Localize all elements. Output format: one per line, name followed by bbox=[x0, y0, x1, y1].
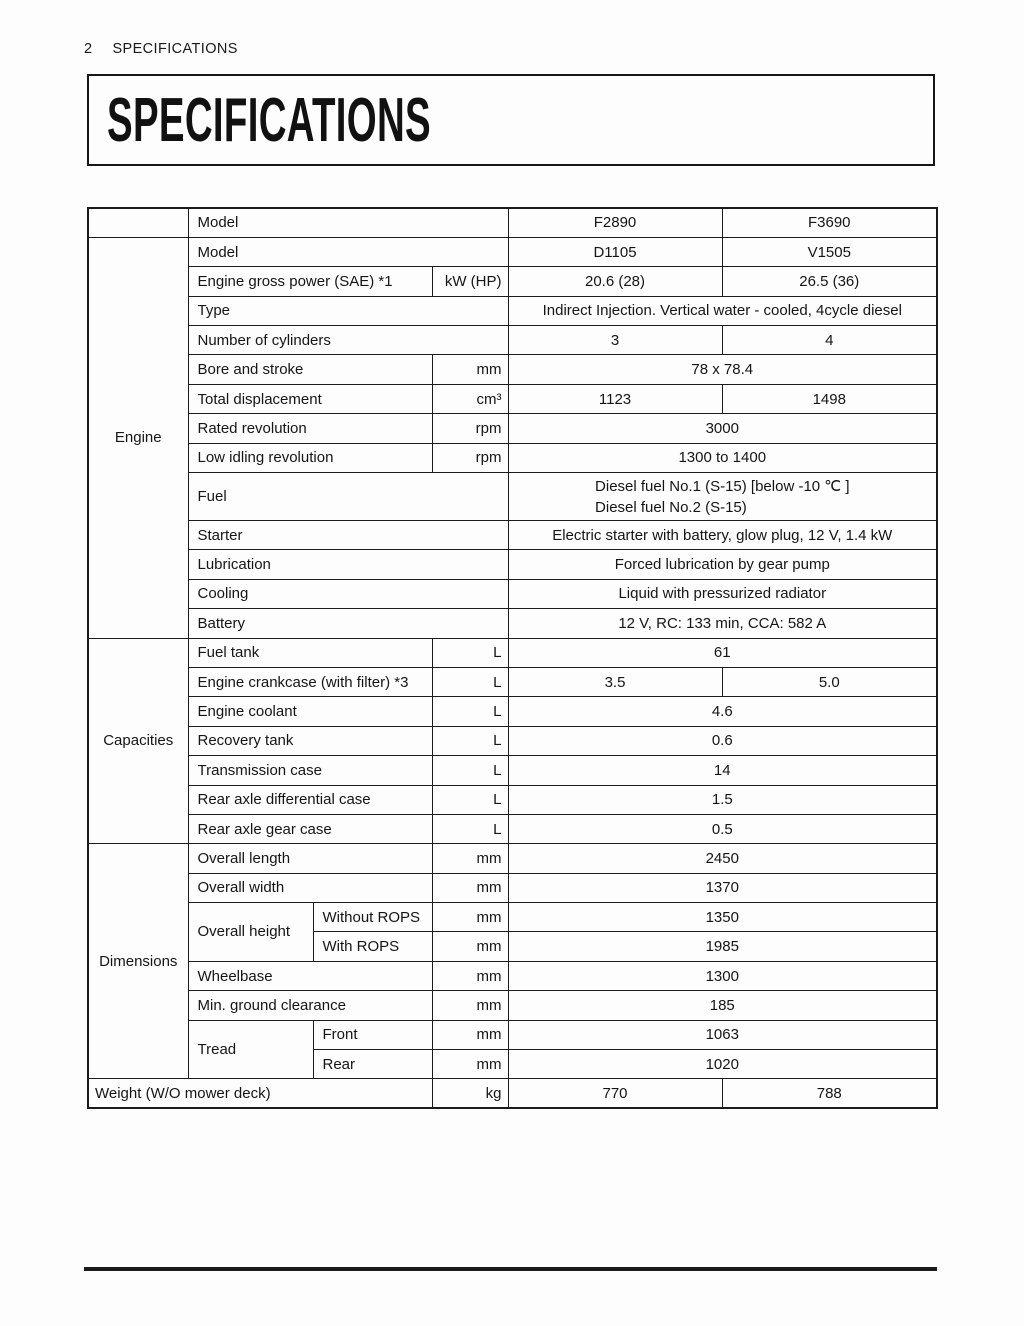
spec-label: Engine crankcase (with filter) *3 bbox=[188, 667, 432, 696]
spec-value-shared: 4.6 bbox=[508, 697, 937, 726]
spec-sublabel: Rear bbox=[313, 1050, 432, 1079]
row-capacities-coolant bbox=[88, 697, 937, 726]
spec-label: Cooling bbox=[188, 579, 508, 608]
spec-value-f2890: 1123 bbox=[508, 384, 722, 413]
spec-label: Battery bbox=[188, 609, 508, 638]
spec-value-shared: 1300 to 1400 bbox=[508, 443, 937, 472]
spec-label: Min. ground clearance bbox=[188, 991, 432, 1020]
spec-value-shared: 14 bbox=[508, 756, 937, 785]
spec-unit: L bbox=[432, 814, 508, 843]
spec-value-shared bbox=[508, 473, 937, 521]
spec-value-shared: Electric starter with battery, glow plug, 12 V, 1.4 kW bbox=[508, 521, 937, 550]
spec-value-shared: Liquid with pressurized radiator bbox=[508, 579, 937, 608]
row-engine-cooling bbox=[88, 579, 937, 608]
spec-value-shared: 1370 bbox=[508, 873, 937, 902]
spec-unit: mm bbox=[432, 932, 508, 961]
spec-value-shared: 1985 bbox=[508, 932, 937, 961]
row-engine-lubrication bbox=[88, 550, 937, 579]
spec-label: Rear axle gear case bbox=[188, 814, 432, 843]
spec-unit: L bbox=[432, 638, 508, 667]
fuel-spec-lines bbox=[595, 476, 849, 518]
spec-value-shared: 1300 bbox=[508, 961, 937, 990]
spec-value-shared: 3000 bbox=[508, 414, 937, 443]
spec-label: Engine coolant bbox=[188, 697, 432, 726]
spec-value-shared: 1.5 bbox=[508, 785, 937, 814]
row-engine-displacement bbox=[88, 384, 937, 413]
spec-unit: L bbox=[432, 785, 508, 814]
page-number: 2 bbox=[84, 41, 93, 57]
spec-unit: mm bbox=[432, 903, 508, 932]
spec-label: Fuel bbox=[188, 473, 508, 521]
spec-value-f3690: 5.0 bbox=[722, 667, 937, 696]
spec-sublabel: Without ROPS bbox=[313, 903, 432, 932]
spec-value-shared: Indirect Injection. Vertical water - cooled, 4cycle diesel bbox=[508, 296, 937, 325]
spec-value-shared: 1063 bbox=[508, 1020, 937, 1049]
row-engine-type bbox=[88, 296, 937, 325]
table-header-row bbox=[88, 208, 937, 237]
row-engine-fuel bbox=[88, 473, 937, 521]
spec-value-shared: 0.5 bbox=[508, 814, 937, 843]
header-corner-cell bbox=[88, 208, 188, 237]
row-engine-low-idling bbox=[88, 443, 937, 472]
spec-value-shared: 78 x 78.4 bbox=[508, 355, 937, 384]
spec-unit: rpm bbox=[432, 414, 508, 443]
spec-unit: rpm bbox=[432, 443, 508, 472]
footer-rule bbox=[84, 1267, 937, 1271]
row-engine-bore-stroke bbox=[88, 355, 937, 384]
spec-label: Rated revolution bbox=[188, 414, 432, 443]
fuel-line-1: Diesel fuel No.1 (S-15) [below -10 ℃ ] bbox=[595, 477, 850, 495]
row-capacities-rear-axle-diff bbox=[88, 785, 937, 814]
spec-value-f3690: 788 bbox=[722, 1079, 937, 1108]
spec-label: Number of cylinders bbox=[188, 326, 508, 355]
row-engine-cylinders bbox=[88, 326, 937, 355]
spec-unit: mm bbox=[432, 991, 508, 1020]
spec-label: Starter bbox=[188, 521, 508, 550]
spec-label: Overall length bbox=[188, 844, 432, 873]
spec-value-f3690: 4 bbox=[722, 326, 937, 355]
row-dimensions-wheelbase bbox=[88, 961, 937, 990]
spec-unit: mm bbox=[432, 1050, 508, 1079]
spec-value-f2890: D1105 bbox=[508, 237, 722, 266]
spec-value-shared: Forced lubrication by gear pump bbox=[508, 550, 937, 579]
spec-unit: cm³ bbox=[432, 384, 508, 413]
spec-value-f3690: 1498 bbox=[722, 384, 937, 413]
spec-label: Engine gross power (SAE) *1 bbox=[188, 267, 432, 296]
spec-label: Tread bbox=[188, 1020, 313, 1079]
chapter-name: SPECIFICATIONS bbox=[112, 41, 238, 57]
spec-value-f2890: 20.6 (28) bbox=[508, 267, 722, 296]
spec-unit: L bbox=[432, 756, 508, 785]
spec-value-f2890: 3 bbox=[508, 326, 722, 355]
spec-label: Type bbox=[188, 296, 508, 325]
spec-label: Bore and stroke bbox=[188, 355, 432, 384]
spec-label: Fuel tank bbox=[188, 638, 432, 667]
spec-value-f2890: 770 bbox=[508, 1079, 722, 1108]
spec-value-shared: 1020 bbox=[508, 1050, 937, 1079]
spec-label: Total displacement bbox=[188, 384, 432, 413]
spec-label: Lubrication bbox=[188, 550, 508, 579]
row-capacities-crankcase bbox=[88, 667, 937, 696]
spec-value-f2890: 3.5 bbox=[508, 667, 722, 696]
fuel-line-2: Diesel fuel No.2 (S-15) bbox=[595, 498, 747, 516]
spec-value-f3690: V1505 bbox=[722, 237, 937, 266]
spec-sublabel: Front bbox=[313, 1020, 432, 1049]
row-dimensions-overall-width bbox=[88, 873, 937, 902]
spec-unit: mm bbox=[432, 1020, 508, 1049]
spec-unit: mm bbox=[432, 961, 508, 990]
spec-label: Overall width bbox=[188, 873, 432, 902]
row-engine-gross-power bbox=[88, 267, 937, 296]
row-capacities-rear-axle-gear bbox=[88, 814, 937, 843]
spec-unit: mm bbox=[432, 844, 508, 873]
spec-label: Model bbox=[188, 237, 508, 266]
spec-label: Weight (W/O mower deck) bbox=[88, 1079, 432, 1108]
row-engine-model bbox=[88, 237, 937, 266]
row-dimensions-tread-front bbox=[88, 1020, 937, 1049]
row-dimensions-overall-length bbox=[88, 844, 937, 873]
group-capacities: Capacities bbox=[88, 638, 188, 844]
row-capacities-transmission bbox=[88, 756, 937, 785]
spec-sublabel: With ROPS bbox=[313, 932, 432, 961]
spec-unit: L bbox=[432, 667, 508, 696]
spec-unit: kW (HP) bbox=[432, 267, 508, 296]
row-engine-battery bbox=[88, 609, 937, 638]
spec-value-f3690: 26.5 (36) bbox=[722, 267, 937, 296]
page-title: SPECIFICATIONS bbox=[107, 85, 431, 155]
row-engine-rated-revolution bbox=[88, 414, 937, 443]
group-engine: Engine bbox=[88, 237, 188, 638]
row-dimensions-ground-clearance bbox=[88, 991, 937, 1020]
header-model-b: F3690 bbox=[722, 208, 937, 237]
spec-label: Rear axle differential case bbox=[188, 785, 432, 814]
spec-unit: L bbox=[432, 726, 508, 755]
spec-value-shared: 0.6 bbox=[508, 726, 937, 755]
spec-value-shared: 185 bbox=[508, 991, 937, 1020]
header-model-label: Model bbox=[188, 208, 508, 237]
spec-label: Recovery tank bbox=[188, 726, 432, 755]
spec-label: Overall height bbox=[188, 903, 313, 962]
row-engine-starter bbox=[88, 521, 937, 550]
header-model-a: F2890 bbox=[508, 208, 722, 237]
row-weight bbox=[88, 1079, 937, 1108]
spec-value-shared: 2450 bbox=[508, 844, 937, 873]
row-capacities-recovery-tank bbox=[88, 726, 937, 755]
spec-label: Transmission case bbox=[188, 756, 432, 785]
spec-value-shared: 61 bbox=[508, 638, 937, 667]
spec-value-shared: 1350 bbox=[508, 903, 937, 932]
spec-label: Wheelbase bbox=[188, 961, 432, 990]
chapter-title-box bbox=[87, 74, 935, 166]
spec-unit: L bbox=[432, 697, 508, 726]
spec-unit: mm bbox=[432, 873, 508, 902]
running-header bbox=[84, 41, 238, 57]
spec-value-shared: 12 V, RC: 133 min, CCA: 582 A bbox=[508, 609, 937, 638]
row-dimensions-height-without-rops bbox=[88, 903, 937, 932]
spec-label: Low idling revolution bbox=[188, 443, 432, 472]
specifications-table bbox=[87, 207, 938, 1109]
spec-unit: mm bbox=[432, 355, 508, 384]
row-capacities-fuel-tank bbox=[88, 638, 937, 667]
group-dimensions: Dimensions bbox=[88, 844, 188, 1079]
spec-unit: kg bbox=[432, 1079, 508, 1108]
